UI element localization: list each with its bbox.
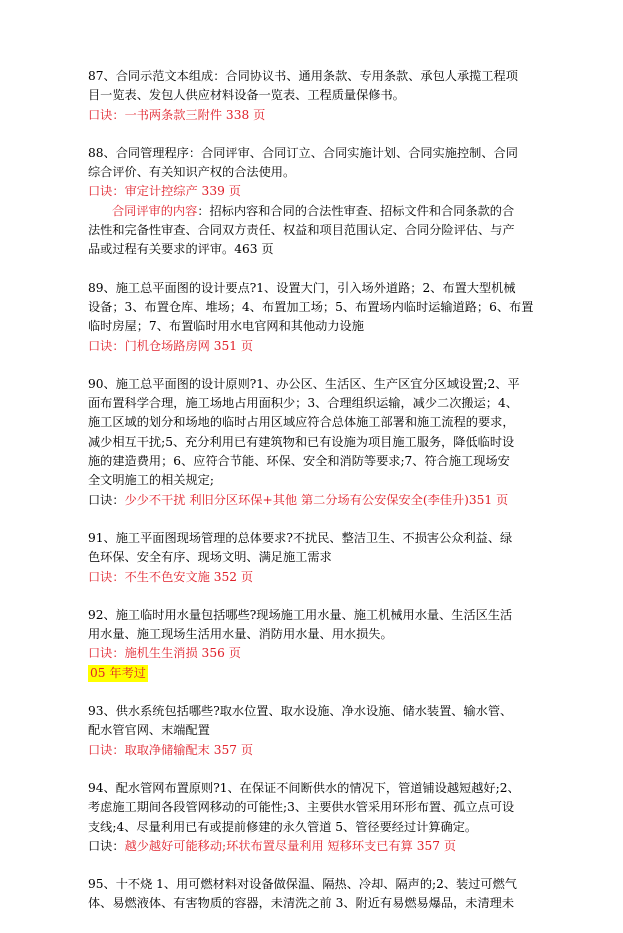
contract-review-line: 法性和完备性审查、合同双方责任、权益和项目范围认定、合同分险评估、与产: [88, 223, 515, 238]
item-90-line: 减少相互干扰;5、充分利用已有建筑物和已有设施为项目施工服务，降低临时设: [88, 434, 515, 449]
item-94-line: 考虑施工期间各段管网移动的可能性;3、主要供水管采用环形布置、孤立点可设: [88, 800, 515, 815]
item-94-line: 94、配水管网布置原则?1、在保证不间断供水的情况下，管道铺设越短越好;2、: [88, 780, 520, 795]
item-95: [88, 875, 538, 914]
exam-note-line: [88, 664, 538, 683]
item-91: [88, 529, 538, 587]
mnemonic-text: 一书两条款三附件 338 页: [124, 107, 266, 122]
item-90-line: 全文明施工的相关规定;: [88, 473, 214, 488]
mnemonic-88: [88, 182, 538, 201]
contract-review-line: [88, 202, 538, 221]
item-92-line: 92、施工临时用水量包括哪些?现场施工用水量、施工机械用水量、生活区生活: [88, 607, 513, 622]
item-89-line: 89、施工总平面图的设计要点?1、设置大门，引入场外道路；2、布置大型机械: [88, 280, 516, 295]
item-94: [88, 779, 538, 856]
item-90-line: 施的建造费用；6、应符合节能、环保、安全和消防等要求;7、符合施工现场安: [88, 454, 510, 469]
mnemonic-label: 口诀：: [88, 184, 125, 199]
item-89: [88, 279, 538, 356]
mnemonic-text: 门机仓场路房网 351 页: [124, 338, 254, 353]
exam-highlight: 05 年考过: [90, 665, 146, 680]
contract-review-text: ：招标内容和合同的合法性审查、招标文件和合同条款的合: [197, 203, 515, 218]
mnemonic-label: 口诀：: [88, 107, 125, 122]
mnemonic-text: 审定计控综产 339 页: [124, 184, 241, 199]
mnemonic-92: [88, 644, 538, 663]
mnemonic-label: 口诀：: [88, 838, 125, 853]
mnemonic-93: [88, 741, 538, 760]
mnemonic-91: [88, 568, 538, 587]
mnemonic-label: 口诀：: [88, 338, 125, 353]
item-88-line: 88、合同管理程序：合同评审、合同订立、合同实施计划、合同实施控制、合同: [88, 145, 518, 160]
mnemonic-90: [88, 491, 538, 510]
item-90-line: 90、施工总平面图的设计原则?1、办公区、生活区、生产区宜分区域设置;2、平: [88, 376, 520, 391]
item-90-line: 面布置科学合理，施工场地占用面积少；3、合理组织运输，减少二次搬运；4、: [88, 396, 518, 411]
item-90-line: 施工区域的划分和场地的临时占用区域应符合总体施工部署和施工流程的要求，: [88, 415, 515, 430]
item-93: [88, 702, 538, 760]
mnemonic-87: [88, 106, 538, 125]
item-93-line: 93、供水系统包括哪些?取水位置、取水设施、净水设施、储水装置、输水管、: [88, 704, 513, 719]
item-88-line: 综合评价、有关知识产权的合法使用。: [88, 165, 296, 180]
item-87-line: 目一览表、发包人供应材料设备一览表、工程质量保修书。: [88, 88, 405, 103]
item-95-line: 95、十不烧 1、用可燃材料对设备做保温、隔热、冷却、隔声的;2、装过可燃气: [88, 877, 517, 892]
item-91-line: 色环保、安全有序、现场文明、满足施工需求: [88, 550, 332, 565]
item-88: [88, 144, 538, 260]
mnemonic-label: 口诀：: [88, 569, 125, 584]
mnemonic-text: 少少不干扰 利旧分区环保+其他 第二分场有公安保安全(李佳升)351 页: [124, 492, 509, 507]
item-87: [88, 67, 538, 125]
contract-review-line: 品或过程有关要求的评审。463 页: [88, 242, 274, 257]
item-91-line: 91、施工平面图现场管理的总体要求?不扰民、整洁卫生、不损害公众利益、绿: [88, 530, 513, 545]
item-90: [88, 375, 538, 510]
item-94-line: 支线;4、尽量利用已有或提前修建的永久管道 5、管径要经过计算确定。: [88, 819, 478, 834]
item-92-line: 用水量、施工现场生活用水量、消防用水量、用水损失。: [88, 627, 393, 642]
mnemonic-label: 口诀：: [88, 742, 125, 757]
document-body: [88, 67, 538, 933]
mnemonic-text: 越少越好可能移动;环状布置尽量利用 短移环支已有算 357 页: [124, 838, 457, 853]
mnemonic-89: [88, 337, 538, 356]
mnemonic-text: 施机生生消损 356 页: [124, 646, 241, 661]
mnemonic-text: 不生不色安文施 352 页: [124, 569, 254, 584]
item-89-line: 临时房屋；7、布置临时用水电官网和其他动力设施: [88, 319, 364, 334]
mnemonic-text: 取取净储输配末 357 页: [124, 742, 254, 757]
mnemonic-label: 口诀：: [88, 492, 125, 507]
contract-review-label: 合同评审的内容: [112, 203, 198, 218]
item-92: [88, 606, 538, 683]
item-95-line: 体、易燃液体、有害物质的容器，未清洗之前 3、附近有易燃易爆品，未清理未: [88, 896, 515, 911]
item-89-line: 设备；3、布置仓库、堆场；4、布置加工场；5、布置场内临时运输道路；6、布置: [88, 299, 534, 314]
item-87-line: 87、合同示范文本组成：合同协议书、通用条款、专用条款、承包人承揽工程项: [88, 69, 518, 83]
mnemonic-label: 口诀：: [88, 646, 125, 661]
mnemonic-94: [88, 837, 538, 856]
item-93-line: 配水管官网、末端配置: [88, 723, 210, 738]
